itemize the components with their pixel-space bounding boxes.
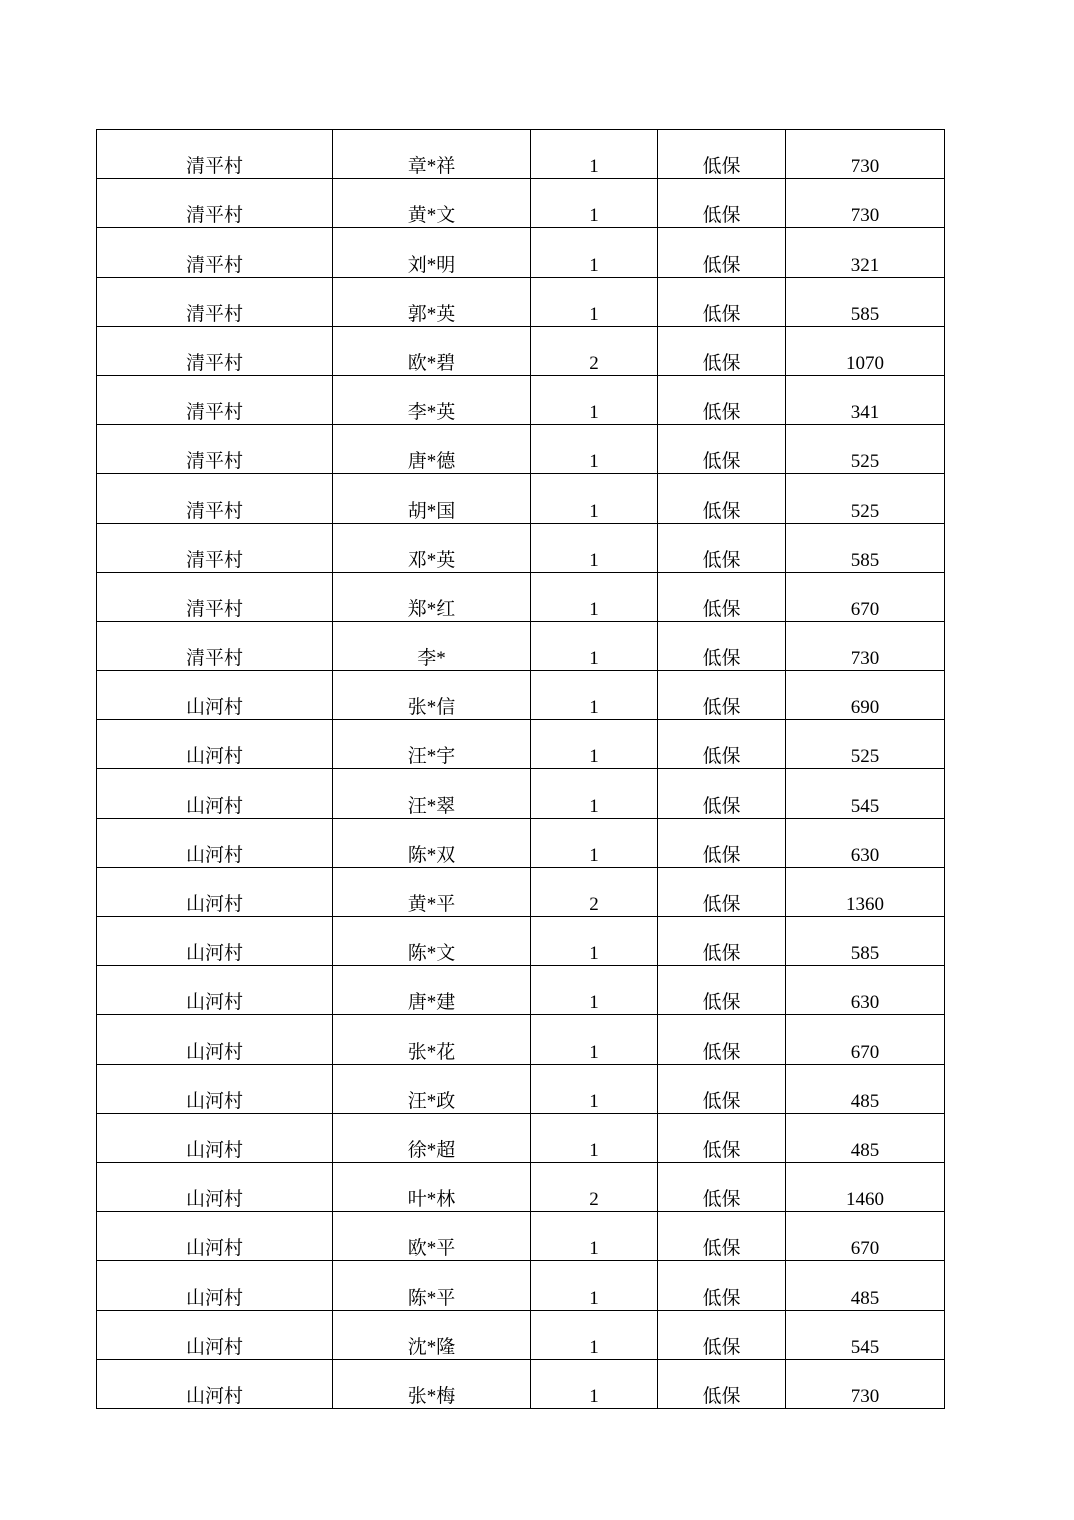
type-cell [658, 917, 786, 966]
name-cell [333, 130, 531, 179]
amount-cell-text: 585 [850, 943, 880, 965]
village-cell-text: 清平村 [185, 254, 243, 276]
name-cell-text: 邓*英 [407, 549, 456, 571]
table-row [97, 523, 945, 572]
table-row [97, 720, 945, 769]
amount-cell [786, 425, 945, 474]
amount-cell-text: 341 [850, 402, 880, 424]
table-row [97, 1310, 945, 1359]
count-cell-text: 1 [589, 1238, 599, 1260]
count-cell [531, 720, 658, 769]
table-row [97, 1064, 945, 1113]
count-cell [531, 425, 658, 474]
amount-cell-text: 670 [850, 598, 880, 620]
type-cell [658, 1015, 786, 1064]
type-cell-text: 低保 [702, 1090, 741, 1112]
count-cell [531, 375, 658, 424]
count-cell [531, 1162, 658, 1211]
count-cell-text: 2 [589, 894, 599, 915]
name-cell [333, 621, 531, 670]
type-cell-text: 低保 [702, 352, 741, 374]
type-cell [658, 1261, 786, 1310]
amount-cell [786, 1113, 945, 1162]
table-row [97, 130, 945, 179]
name-cell-text: 李*英 [407, 402, 456, 424]
name-cell-text: 欧*碧 [407, 352, 456, 374]
village-cell [97, 966, 333, 1015]
type-cell [658, 572, 786, 621]
type-cell-text: 低保 [702, 1336, 741, 1358]
table-body [97, 130, 945, 1409]
amount-cell-text: 485 [850, 1090, 880, 1112]
table-row [97, 1162, 945, 1211]
type-cell-text: 低保 [702, 254, 741, 276]
amount-cell-text: 585 [850, 549, 880, 571]
village-cell-text: 山河村 [185, 1336, 243, 1358]
table-row [97, 818, 945, 867]
amount-cell-text: 1070 [846, 352, 884, 374]
name-cell-text: 郭*英 [407, 303, 456, 325]
count-cell-text: 1 [589, 598, 599, 620]
table-row [97, 621, 945, 670]
village-cell-text: 山河村 [185, 1385, 243, 1407]
type-cell [658, 326, 786, 375]
count-cell [531, 1261, 658, 1310]
type-cell [658, 769, 786, 818]
village-cell-text: 山河村 [185, 1090, 243, 1112]
count-cell-text: 1 [589, 1090, 599, 1112]
type-cell [658, 1310, 786, 1359]
name-cell [333, 1113, 531, 1162]
amount-cell-text: 585 [850, 303, 880, 325]
type-cell-text: 低保 [702, 156, 741, 178]
amount-cell-text: 545 [850, 1336, 880, 1358]
name-cell-text: 唐*建 [407, 992, 456, 1014]
name-cell [333, 228, 531, 277]
name-cell-text: 汪*宇 [407, 746, 456, 768]
amount-cell-text: 730 [850, 156, 880, 178]
type-cell [658, 1359, 786, 1408]
type-cell [658, 818, 786, 867]
type-cell-text: 低保 [702, 205, 741, 227]
table-row [97, 277, 945, 326]
name-cell-text: 陈*平 [407, 1287, 456, 1309]
amount-cell [786, 1212, 945, 1261]
name-cell [333, 1359, 531, 1408]
count-cell-text: 1 [589, 254, 599, 276]
count-cell-text: 1 [589, 648, 599, 670]
amount-cell [786, 1310, 945, 1359]
count-cell [531, 1113, 658, 1162]
amount-cell-text: 485 [850, 1139, 880, 1161]
village-cell [97, 179, 333, 228]
count-cell-text: 1 [589, 1287, 599, 1309]
type-cell-text: 低保 [702, 746, 741, 768]
village-cell-text: 清平村 [185, 156, 243, 178]
village-cell-text: 清平村 [185, 648, 243, 670]
table-row [97, 179, 945, 228]
village-cell-text: 山河村 [185, 894, 243, 915]
name-cell-text: 欧*平 [407, 1238, 456, 1260]
amount-cell [786, 1064, 945, 1113]
village-cell [97, 1015, 333, 1064]
village-cell-text: 清平村 [185, 402, 243, 424]
count-cell-text: 1 [589, 205, 599, 227]
type-cell [658, 474, 786, 523]
count-cell-text: 2 [589, 352, 599, 374]
name-cell [333, 523, 531, 572]
name-cell-text: 唐*德 [407, 451, 456, 473]
village-cell [97, 818, 333, 867]
name-cell-text: 汪*政 [407, 1090, 456, 1112]
amount-cell [786, 917, 945, 966]
table-row [97, 228, 945, 277]
type-cell [658, 179, 786, 228]
village-cell [97, 1162, 333, 1211]
village-cell [97, 1212, 333, 1261]
village-cell [97, 326, 333, 375]
table-row [97, 474, 945, 523]
village-cell-text: 清平村 [185, 549, 243, 571]
amount-cell [786, 228, 945, 277]
name-cell-text: 郑*红 [407, 598, 456, 620]
count-cell [531, 966, 658, 1015]
village-cell-text: 山河村 [185, 697, 243, 719]
name-cell [333, 326, 531, 375]
amount-cell-text: 630 [850, 992, 880, 1014]
name-cell-text: 张*信 [407, 697, 456, 719]
name-cell-text: 刘*明 [407, 254, 456, 276]
village-cell-text: 清平村 [185, 303, 243, 325]
table-row [97, 1113, 945, 1162]
amount-cell [786, 179, 945, 228]
count-cell [531, 277, 658, 326]
amount-cell [786, 720, 945, 769]
village-cell [97, 474, 333, 523]
count-cell [531, 621, 658, 670]
village-cell-text: 清平村 [185, 598, 243, 620]
type-cell-text: 低保 [702, 451, 741, 473]
name-cell [333, 867, 531, 916]
type-cell [658, 671, 786, 720]
amount-cell-text: 670 [850, 1238, 880, 1260]
name-cell [333, 1310, 531, 1359]
amount-cell-text: 525 [850, 746, 880, 768]
name-cell-text: 叶*林 [407, 1189, 456, 1211]
name-cell-text: 张*梅 [407, 1385, 456, 1407]
count-cell [531, 474, 658, 523]
village-cell [97, 769, 333, 818]
amount-cell [786, 474, 945, 523]
type-cell-text: 低保 [702, 1385, 741, 1407]
type-cell [658, 425, 786, 474]
amount-cell-text: 690 [850, 697, 880, 719]
amount-cell [786, 375, 945, 424]
name-cell [333, 1015, 531, 1064]
village-cell [97, 1359, 333, 1408]
amount-cell [786, 1162, 945, 1211]
type-cell [658, 621, 786, 670]
village-cell-text: 清平村 [185, 500, 243, 522]
count-cell-text: 1 [589, 746, 599, 768]
type-cell-text: 低保 [702, 697, 741, 719]
village-cell [97, 228, 333, 277]
table-row [97, 769, 945, 818]
type-cell-text: 低保 [702, 844, 741, 866]
count-cell-text: 1 [589, 697, 599, 719]
count-cell [531, 1064, 658, 1113]
count-cell [531, 179, 658, 228]
count-cell-text: 1 [589, 1139, 599, 1161]
count-cell [531, 326, 658, 375]
table-row [97, 1212, 945, 1261]
village-cell-text: 山河村 [185, 992, 243, 1014]
amount-cell-text: 730 [850, 1385, 880, 1407]
name-cell-text: 黄*平 [407, 894, 456, 915]
name-cell [333, 572, 531, 621]
village-cell-text: 山河村 [185, 795, 243, 817]
village-cell-text: 山河村 [185, 943, 243, 965]
name-cell-text: 汪*翠 [407, 795, 456, 817]
village-cell [97, 425, 333, 474]
amount-cell [786, 671, 945, 720]
name-cell [333, 375, 531, 424]
type-cell-text: 低保 [702, 1189, 741, 1211]
count-cell [531, 671, 658, 720]
amount-cell-text: 730 [850, 648, 880, 670]
count-cell-text: 1 [589, 795, 599, 817]
table-row [97, 917, 945, 966]
village-cell-text: 清平村 [185, 352, 243, 374]
type-cell-text: 低保 [702, 402, 741, 424]
village-cell-text: 山河村 [185, 1287, 243, 1309]
type-cell-text: 低保 [702, 992, 741, 1014]
amount-cell [786, 277, 945, 326]
amount-cell [786, 523, 945, 572]
amount-cell-text: 321 [850, 254, 880, 276]
count-cell [531, 572, 658, 621]
table-row [97, 1261, 945, 1310]
type-cell [658, 375, 786, 424]
type-cell [658, 720, 786, 769]
type-cell-text: 低保 [702, 1139, 741, 1161]
amount-cell-text: 1360 [846, 894, 884, 915]
village-cell-text: 山河村 [185, 1238, 243, 1260]
amount-cell-text: 630 [850, 844, 880, 866]
count-cell [531, 867, 658, 916]
name-cell-text: 陈*双 [407, 844, 456, 866]
count-cell-text: 1 [589, 402, 599, 424]
name-cell [333, 818, 531, 867]
count-cell-text: 1 [589, 451, 599, 473]
village-cell [97, 1310, 333, 1359]
village-cell-text: 清平村 [185, 451, 243, 473]
type-cell-text: 低保 [702, 1238, 741, 1260]
type-cell [658, 228, 786, 277]
amount-cell [786, 326, 945, 375]
village-cell [97, 1064, 333, 1113]
count-cell-text: 1 [589, 992, 599, 1014]
table-row [97, 572, 945, 621]
table-row [97, 326, 945, 375]
name-cell-text: 陈*文 [407, 943, 456, 965]
amount-cell [786, 1359, 945, 1408]
amount-cell-text: 525 [850, 451, 880, 473]
name-cell-text: 徐*超 [407, 1139, 456, 1161]
amount-cell [786, 818, 945, 867]
count-cell [531, 818, 658, 867]
type-cell-text: 低保 [702, 795, 741, 817]
village-cell-text: 清平村 [185, 205, 243, 227]
count-cell [531, 917, 658, 966]
count-cell [531, 228, 658, 277]
count-cell-text: 1 [589, 156, 599, 178]
table-row [97, 1359, 945, 1408]
name-cell [333, 917, 531, 966]
count-cell [531, 1212, 658, 1261]
count-cell-text: 1 [589, 1041, 599, 1063]
type-cell [658, 1064, 786, 1113]
table-row [97, 375, 945, 424]
count-cell-text: 1 [589, 500, 599, 522]
type-cell [658, 1212, 786, 1261]
village-cell [97, 277, 333, 326]
village-cell [97, 1113, 333, 1162]
village-cell [97, 130, 333, 179]
amount-cell [786, 621, 945, 670]
village-cell-text: 山河村 [185, 1189, 243, 1211]
type-cell [658, 130, 786, 179]
village-cell [97, 621, 333, 670]
village-cell [97, 572, 333, 621]
assistance-table [96, 129, 945, 1409]
count-cell [531, 130, 658, 179]
type-cell [658, 1113, 786, 1162]
type-cell-text: 低保 [702, 1041, 741, 1063]
type-cell-text: 低保 [702, 648, 741, 670]
type-cell-text: 低保 [702, 1287, 741, 1309]
village-cell [97, 917, 333, 966]
name-cell [333, 966, 531, 1015]
count-cell-text: 1 [589, 1385, 599, 1407]
village-cell [97, 1261, 333, 1310]
village-cell [97, 375, 333, 424]
count-cell-text: 2 [589, 1189, 599, 1211]
amount-cell-text: 545 [850, 795, 880, 817]
name-cell-text: 章*祥 [407, 156, 456, 178]
name-cell [333, 671, 531, 720]
amount-cell-text: 485 [850, 1287, 880, 1309]
name-cell [333, 179, 531, 228]
name-cell [333, 769, 531, 818]
type-cell-text: 低保 [702, 500, 741, 522]
village-cell-text: 山河村 [185, 1041, 243, 1063]
type-cell [658, 867, 786, 916]
amount-cell [786, 1261, 945, 1310]
amount-cell-text: 670 [850, 1041, 880, 1063]
village-cell [97, 671, 333, 720]
name-cell-text: 黄*文 [407, 205, 456, 227]
amount-cell [786, 130, 945, 179]
count-cell-text: 1 [589, 303, 599, 325]
name-cell [333, 425, 531, 474]
type-cell [658, 1162, 786, 1211]
type-cell-text: 低保 [702, 943, 741, 965]
amount-cell [786, 867, 945, 916]
village-cell [97, 720, 333, 769]
amount-cell-text: 525 [850, 500, 880, 522]
table-row [97, 1015, 945, 1064]
village-cell [97, 523, 333, 572]
name-cell [333, 474, 531, 523]
table-row [97, 966, 945, 1015]
type-cell-text: 低保 [702, 598, 741, 620]
name-cell-text: 胡*国 [407, 500, 456, 522]
count-cell [531, 523, 658, 572]
type-cell-text: 低保 [702, 549, 741, 571]
count-cell [531, 1359, 658, 1408]
name-cell [333, 1064, 531, 1113]
table-row [97, 867, 945, 916]
name-cell-text: 沈*隆 [407, 1336, 456, 1358]
table-row [97, 425, 945, 474]
name-cell [333, 277, 531, 326]
count-cell-text: 1 [589, 549, 599, 571]
name-cell-text: 李* [417, 648, 446, 670]
type-cell-text: 低保 [702, 894, 741, 915]
amount-cell [786, 1015, 945, 1064]
table-row [97, 671, 945, 720]
count-cell-text: 1 [589, 943, 599, 965]
amount-cell [786, 966, 945, 1015]
count-cell [531, 769, 658, 818]
amount-cell-text: 1460 [846, 1189, 884, 1211]
type-cell [658, 523, 786, 572]
village-cell-text: 山河村 [185, 1139, 243, 1161]
village-cell-text: 山河村 [185, 746, 243, 768]
amount-cell [786, 572, 945, 621]
type-cell-text: 低保 [702, 303, 741, 325]
name-cell [333, 720, 531, 769]
count-cell-text: 1 [589, 844, 599, 866]
village-cell-text: 山河村 [185, 844, 243, 866]
name-cell [333, 1162, 531, 1211]
count-cell [531, 1310, 658, 1359]
amount-cell [786, 769, 945, 818]
count-cell [531, 1015, 658, 1064]
count-cell-text: 1 [589, 1336, 599, 1358]
amount-cell-text: 730 [850, 205, 880, 227]
name-cell [333, 1212, 531, 1261]
type-cell [658, 277, 786, 326]
type-cell [658, 966, 786, 1015]
village-cell [97, 867, 333, 916]
name-cell [333, 1261, 531, 1310]
name-cell-text: 张*花 [407, 1041, 456, 1063]
